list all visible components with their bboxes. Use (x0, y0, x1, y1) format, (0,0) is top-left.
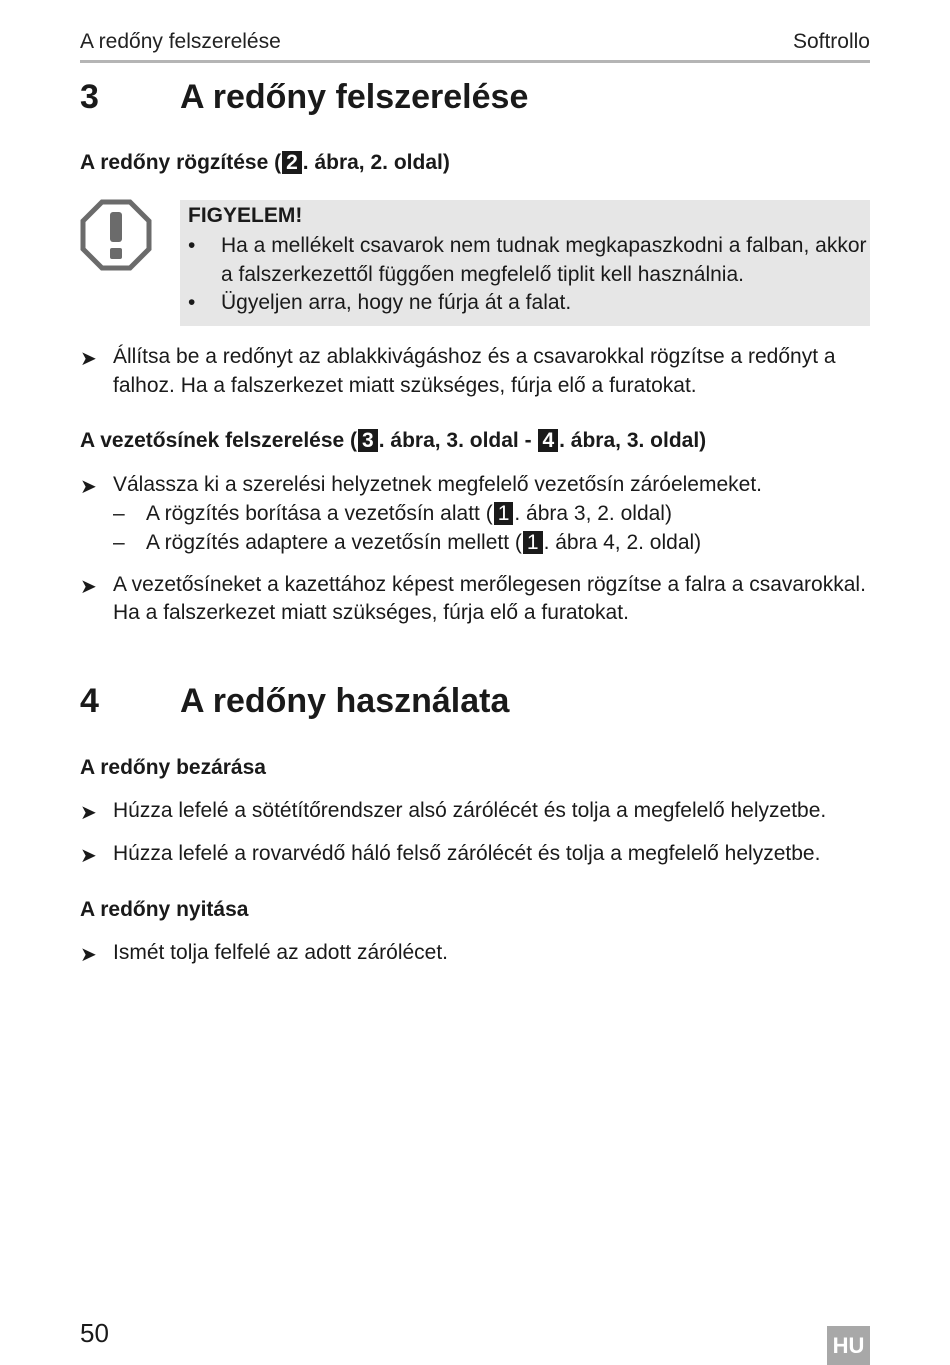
step-1-line-1: Állítsa be a redőnyt az ablakkivágáshoz és a csavarokkal rögzítse a redőnyt a (113, 345, 836, 368)
warning-item-2: Ügyeljen arra, hogy ne fúrja át a falat. (221, 291, 572, 314)
warning-item-1-line-1: Ha a mellékelt csavarok nem tudnak megkapaszkodni a falban, akkor (221, 234, 867, 257)
subheading-text-mid: . ábra, 3. oldal - (378, 429, 538, 452)
section-3-number: 3 (80, 78, 99, 116)
step-arrow-icon: ➤ (80, 476, 97, 498)
page-number: 50 (80, 1318, 109, 1348)
running-header-title: A redőny felszerelése (80, 30, 281, 53)
subheading-text-post: . ábra, 3. oldal) (559, 429, 707, 452)
dash: – (113, 531, 125, 554)
bullet: • (188, 291, 196, 314)
step-2-sub-1 (146, 502, 672, 526)
sub-text-pre: A rögzítés adaptere a vezetősín mellett ( (146, 531, 522, 554)
subheading-rails (80, 429, 706, 453)
language-tab: HU (827, 1326, 870, 1365)
subheading-opening: A redőny nyitása (80, 898, 249, 921)
subheading-text-pre: A redőny rögzítése ( (80, 151, 282, 174)
dash: – (113, 502, 125, 525)
step-2: Válassza ki a szerelési helyzetnek megfelelő vezetősín záróelemeket. (113, 473, 762, 496)
exclamation-octagon-icon (80, 199, 152, 271)
step-2-sub-2 (146, 531, 701, 555)
figure-badge: 1 (523, 531, 543, 554)
warning-item-1-line-2: a falszerkezettől függően megfelelő tiplit kell használnia. (221, 263, 744, 286)
step-1-line-2: falhoz. Ha a falszerkezet miatt szükséges, fúrja elő a furatokat. (113, 374, 697, 397)
section-4-title: A redőny használata (180, 682, 510, 720)
subheading-text-post: . ábra, 2. oldal) (302, 151, 450, 174)
warning-title: FIGYELEM! (188, 204, 303, 227)
subheading-text-pre: A vezetősínek felszerelése ( (80, 429, 358, 452)
step-arrow-icon: ➤ (80, 576, 97, 598)
step-arrow-icon: ➤ (80, 944, 97, 966)
close-step-2: Húzza lefelé a rovarvédő háló felső zárólécét és tolja a megfelelő helyzetbe. (113, 842, 821, 865)
section-4-number: 4 (80, 682, 99, 720)
running-header-product: Softrollo (792, 30, 870, 53)
step-arrow-icon: ➤ (80, 845, 97, 867)
step-arrow-icon: ➤ (80, 802, 97, 824)
open-step-1: Ismét tolja felfelé az adott zárólécet. (113, 941, 449, 964)
figure-badge: 1 (494, 502, 514, 525)
subheading-mounting (80, 151, 450, 175)
sub-text-pre: A rögzítés borítása a vezetősín alatt ( (146, 502, 493, 525)
figure-badge: 3 (358, 429, 378, 452)
bullet: • (188, 234, 196, 257)
step-3-line-1: A vezetősíneket a kazettához képest merőlegesen rögzítse a falra a csavarokkal. (113, 573, 866, 596)
header-rule (80, 60, 870, 63)
figure-badge: 2 (282, 151, 302, 174)
sub-text-post: . ábra 4, 2. oldal) (543, 531, 702, 554)
sub-text-post: . ábra 3, 2. oldal) (514, 502, 672, 525)
subheading-closing: A redőny bezárása (80, 756, 266, 779)
section-3-title: A redőny felszerelése (180, 78, 529, 116)
close-step-1: Húzza lefelé a sötétítőrendszer alsó zárólécét és tolja a megfelelő helyzetbe. (113, 799, 827, 822)
step-3-line-2: Ha a falszerkezet miatt szükséges, fúrja elő a furatokat. (113, 601, 629, 624)
step-arrow-icon: ➤ (80, 348, 97, 370)
figure-badge: 4 (538, 429, 558, 452)
